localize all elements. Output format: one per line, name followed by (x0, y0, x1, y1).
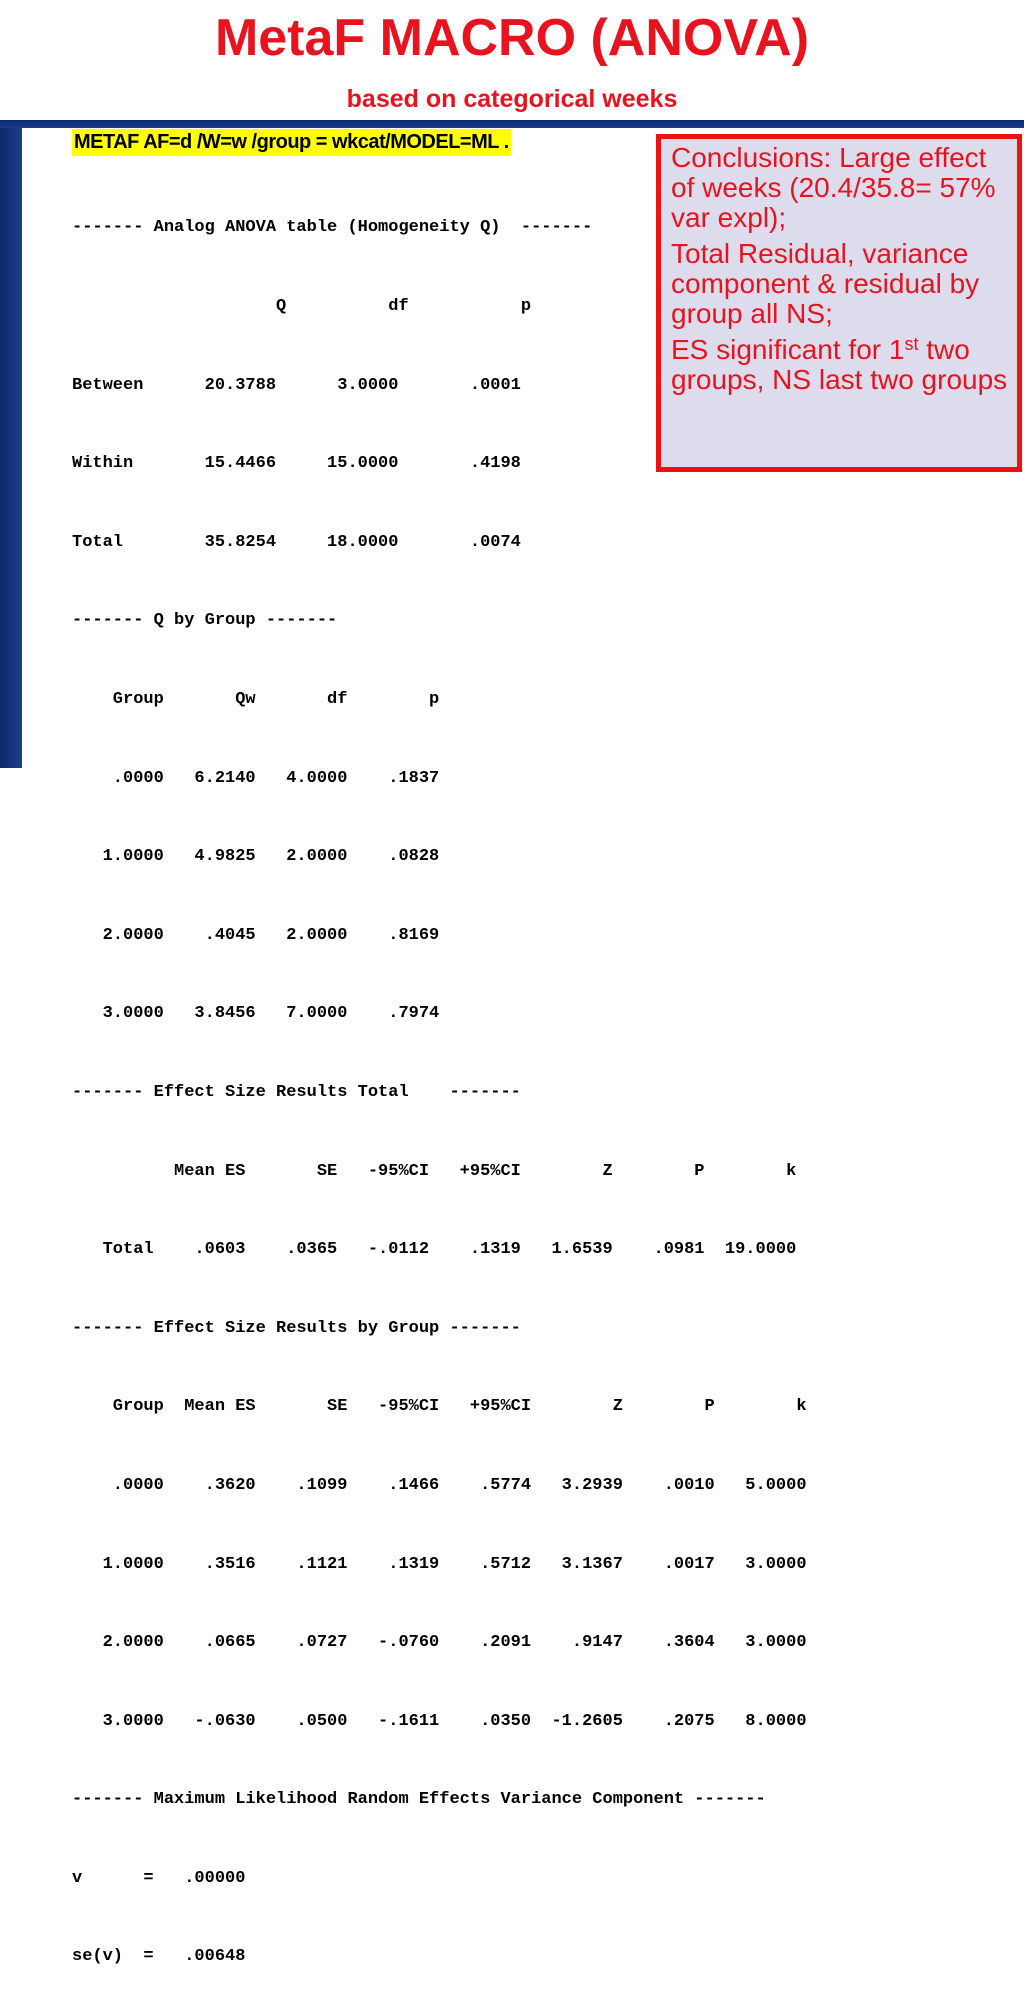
output-line: 2.0000 .4045 2.0000 .8169 (72, 925, 440, 945)
output-line: 3.0000 3.8456 7.0000 .7974 (72, 1004, 440, 1024)
output-line: 1.0000 4.9825 2.0000 .0828 (72, 847, 440, 867)
output-line: ------- Q by Group ------- (72, 611, 338, 631)
output-line: ------- Analog ANOVA table (Homogeneity Q) ------- (72, 218, 593, 238)
output-line: Group Qw df p (72, 689, 440, 709)
syntax-command-highlight: METAF AF=d /W=w /group = wkcat/MODEL=ML . (72, 129, 511, 156)
slide-title: MetaF MACRO (ANOVA) (214, 9, 810, 67)
output-line: 3.0000 -.0630 .0500 -.1611 .0350 -1.2605 .2075 8.0000 (72, 1711, 807, 1731)
header-divider-bar (0, 120, 1024, 128)
ordinal-superscript: st (904, 334, 919, 354)
output-line: .0000 .3620 .1099 .1466 .5774 3.2939 .0010 5.0000 (72, 1475, 807, 1495)
slide-subtitle: based on categorical weeks (346, 85, 678, 113)
output-line: Within 15.4466 15.0000 .4198 (72, 454, 521, 474)
conclusions-callout-box (656, 134, 1022, 472)
conclusion-text: ES significant for 1 (671, 334, 905, 365)
output-line: ------- Maximum Likelihood Random Effects Variance Component ------- (72, 1790, 766, 1810)
output-line: Total .0603 .0365 -.0112 .1319 1.6539 .0981 19.0000 (72, 1240, 797, 1260)
output-line: se(v) = .00648 (72, 1947, 246, 1967)
output-line: Mean ES SE -95%CI +95%CI Z P k (72, 1161, 797, 1181)
output-line: ------- Effect Size Results by Group ------- (72, 1318, 521, 1338)
output-line: 1.0000 .3516 .1121 .1319 .5712 3.1367 .0017 3.0000 (72, 1554, 807, 1574)
conclusion-text: two groups, NS last two groups (671, 334, 1008, 395)
output-line: Between 20.3788 3.0000 .0001 (72, 375, 521, 395)
left-accent-bar (0, 128, 22, 768)
output-line: .0000 6.2140 4.0000 .1837 (72, 768, 440, 788)
output-line: 2.0000 .0665 .0727 -.0760 .2091 .9147 .3604 3.0000 (72, 1633, 807, 1653)
conclusion-paragraph: Conclusions: Large effect of weeks (20.4/35.8= 57% var expl); (671, 142, 996, 233)
output-line: Group Mean ES SE -95%CI +95%CI Z P k (72, 1397, 807, 1417)
output-line: ------- Effect Size Results Total ------- (72, 1082, 521, 1102)
conclusion-paragraph: Total Residual, variance component & residual by group all NS; (671, 238, 980, 329)
output-line: v = .00000 (72, 1868, 246, 1888)
output-line: Total 35.8254 18.0000 .0074 (72, 532, 521, 552)
output-line: Q df p (72, 297, 532, 316)
conclusion-paragraph (671, 335, 1009, 395)
